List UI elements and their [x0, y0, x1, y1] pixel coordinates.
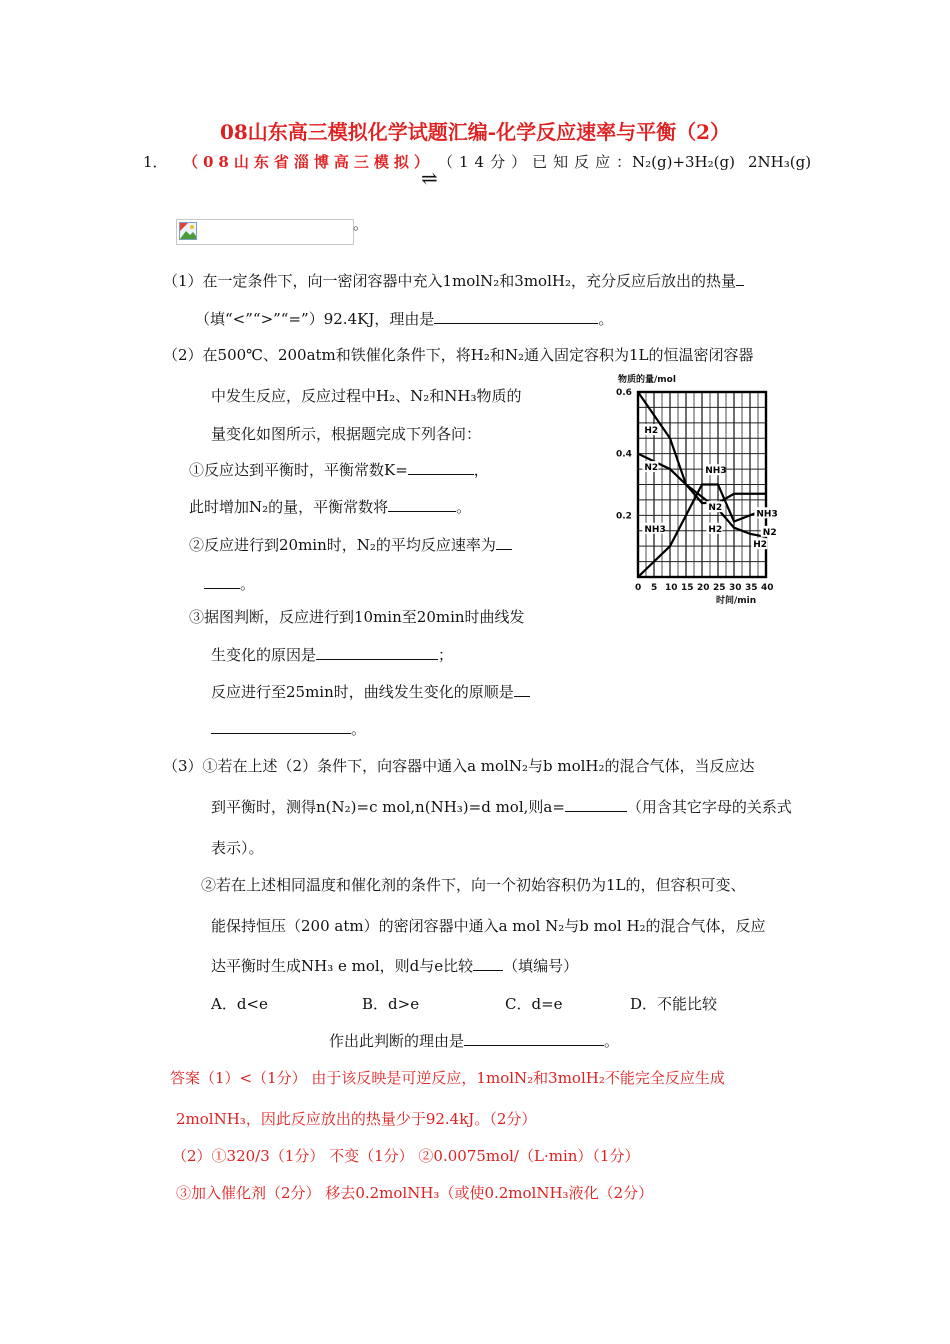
question-number: 1． [143, 153, 168, 171]
chart-xlabel: 时间/min [716, 596, 757, 606]
part2-sub3-line3: 反应进行至25min时，曲线发生变化的原顺是 [211, 682, 530, 702]
part3-line3: 表示）。 [211, 839, 264, 857]
part2-sub1-line2: 此时增加N₂的量，平衡常数将 。 [189, 498, 472, 516]
part3-line4: ②若在上述相同温度和催化剂的条件下，向一个初始容积仍为1L的，但容积可变、 [201, 876, 746, 894]
option-c: C．d=e [505, 995, 563, 1013]
y-tick-label: 0.4 [616, 449, 632, 460]
series-label-n2: N2 [644, 463, 659, 474]
x-tick-label: 20 [697, 583, 710, 593]
part3-line5: 能保持恒压（200 atm）的密闭容器中通入a mol N₂与b mol H₂的混合气体，反应 [211, 917, 766, 935]
part2-sub3-line4: 。 [211, 719, 366, 739]
part2-sub3-line1: ③据图判断，反应进行到10min至20min时曲线发 [189, 608, 525, 626]
series-label-h2: H2 [644, 426, 659, 437]
part2-sub1-line1: ①反应达到平衡时，平衡常数K= ， [189, 461, 489, 479]
x-tick-label: 5 [651, 583, 658, 593]
part3-line1: （3）①若在上述（2）条件下，向容器中通入a molN₂与b molH₂的混合气体，当反应达 [163, 757, 755, 775]
option-a: A．d<e [211, 995, 268, 1013]
answer-line3: （2）①320/3（1分） 不变（1分） ②0.0075mol/（L·min）（1分） [172, 1147, 640, 1165]
chart-ylabel: 物质的量/mol [618, 375, 676, 385]
series-label-nh3: NH3 [705, 466, 727, 477]
x-tick-label: 15 [681, 583, 694, 593]
series-label-h2: H2 [753, 540, 767, 551]
y-tick-label: 0.2 [616, 511, 632, 522]
equation-right: 2NH₃(g) [748, 153, 812, 171]
part2-sub2-line1: ②反应进行到20min时，N₂的平均反应速率为 [189, 535, 512, 555]
answer-line1: 答案（1）<（1分） 由于该反映是可逆反应，1molN₂和3molH₂不能完全反应生成 [170, 1069, 725, 1087]
x-tick-label: 35 [745, 583, 758, 593]
y-tick-label: 0.6 [616, 388, 632, 398]
part2-line3: 量变化如图所示，根据题完成下列各问： [211, 425, 482, 443]
sentence-end: 。 [353, 215, 369, 233]
equilibrium-arrow-icon: ⇌ [421, 166, 438, 190]
document-title: 08山东高三模拟化学试题汇编-化学反应速率与平衡（2） [219, 120, 731, 144]
series-label-nh3: NH3 [644, 524, 666, 535]
x-tick-label: 0 [635, 583, 642, 593]
x-tick-label: 10 [665, 583, 678, 593]
question-source: （08山东省淄博高三模拟） [183, 153, 434, 171]
x-tick-label: 25 [713, 583, 726, 593]
answer-line4: ③加入催化剂（2分） 移去0.2molNH₃（或使0.2molNH₃液化（2分） [176, 1184, 654, 1202]
series-label-h2: H2 [708, 524, 723, 535]
part2-line1: （2）在500℃、200atm和铁催化条件下，将H₂和N₂通入固定容积为1L的恒温密闭容器 [163, 346, 754, 364]
part2-sub3-line2: 生变化的原因是 ； [211, 646, 454, 664]
question-intro: （14分）已知反应： [438, 153, 638, 171]
chart-labels [616, 388, 778, 593]
option-d: D．不能比较 [630, 995, 718, 1013]
series-label-n2: N2 [708, 503, 723, 514]
broken-image-placeholder [176, 219, 354, 245]
part1-line1: （1）在一定条件下，向一密闭容器中充入1molN₂和3molH₂，充分反应后放出的热量 [163, 271, 744, 291]
equation-left: N₂(g)+3H₂(g) [632, 153, 735, 171]
series-label-n2: N2 [762, 527, 777, 538]
answer-line2: 2molNH₃，因此反应放出的热量少于92.4kJ。（2分） [176, 1110, 537, 1128]
x-tick-label: 40 [761, 583, 774, 593]
part3-line2: 到平衡时，测得n(N₂)=c mol,n(NH₃)=d mol,则a= （用含其它字母的关系式 [211, 798, 792, 816]
part3-line6: 达平衡时生成NH₃ e mol，则d与e比较 （填编号） [211, 957, 579, 975]
part2-sub2-line2: 。 [204, 574, 255, 594]
x-tick-label: 30 [729, 583, 742, 593]
option-b: B．d>e [362, 995, 420, 1013]
part1-line2: （填“<”“>”“=”）92.4KJ，理由是 。 [195, 310, 614, 328]
broken-image-icon [179, 222, 197, 240]
part3-reason-line: 作出此判断的理由是 。 [329, 1032, 620, 1050]
amount-vs-time-chart [604, 372, 784, 608]
part2-line2: 中发生反应，反应过程中H₂、N₂和NH₃物质的 [211, 387, 522, 405]
series-label-nh3: NH3 [756, 509, 778, 520]
